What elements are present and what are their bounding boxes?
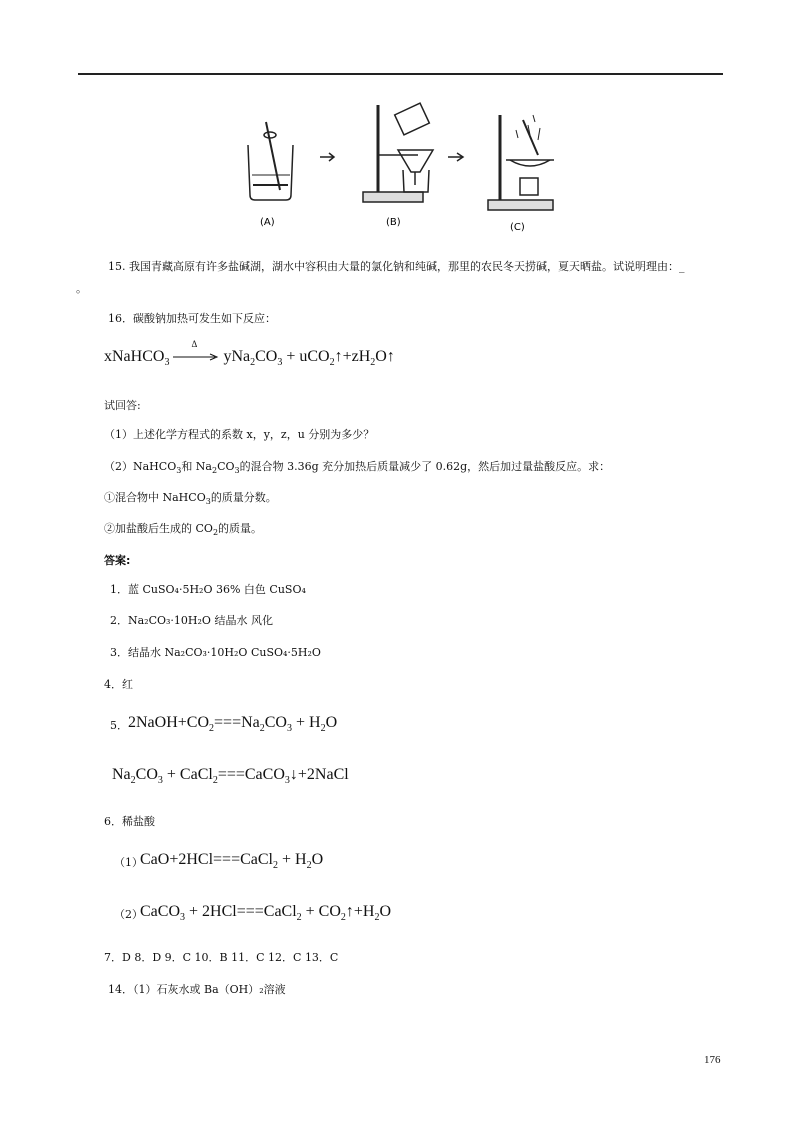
answer-6-1-label: （1） [114, 856, 143, 869]
answer-6: 6．稀盐酸 [104, 815, 155, 828]
filter-stand-icon [363, 103, 433, 202]
figure-label-b: (B) [386, 217, 401, 228]
answer-5-label: 5． [110, 719, 128, 732]
answer-3: 3．结晶水 Na₂CO₃·10H₂O CuSO₄·5H₂O [110, 646, 321, 659]
answer-4: 4．红 [104, 678, 133, 691]
figure-label-a: (A) [260, 217, 275, 228]
question-16-2: （2）NaHCO$_3$和 $Na_2CO_3$的混合物 3.36g 充分加热后质量减少了 0.62g，然后加过量盐酸反应。求： [104, 460, 611, 476]
answers-7-13: 7．D 8．D 9．C 10．B 11．C 12．C 13．C [104, 951, 339, 964]
equation-naoh-co2: $2NaOH+CO_2===Na_2CO_3 + H_2O$ [128, 714, 338, 735]
question-16-ask: 试回答: [104, 399, 141, 412]
question-16: 16．碳酸钠加热可发生如下反应： [108, 312, 276, 325]
equation-na2co3-cacl2: $Na_2CO_3$ + CaCl$_2$===CaCO$_3$↓+2NaCl [112, 766, 349, 787]
answer-14: 14．（1）石灰水或 Ba（OH）₂溶液 [108, 983, 286, 996]
evaporation-stand-icon [488, 115, 554, 210]
question-15-end: 。 [76, 282, 87, 295]
apparatus-figure [238, 100, 568, 235]
answer-2: 2．Na₂CO₃·10H₂O 结晶水 风化 [110, 614, 273, 627]
page-number: 176 [704, 1054, 721, 1066]
question-16-2-1: ①混合物中 NaHCO$_3$的质量分数。 [104, 491, 277, 507]
heat-symbol: Δ [191, 339, 198, 350]
question-16-1: （1）上述化学方程式的系数 x，y，z，u 分别为多少？ [104, 428, 375, 441]
answer-1: 1．蓝 CuSO₄·5H₂O 36% 白色 CuSO₄ [110, 583, 306, 596]
figure-label-c: (C) [510, 222, 525, 233]
beaker-icon [248, 122, 293, 200]
arrow-icon [448, 153, 463, 161]
answer-6-2-label: （2） [114, 908, 143, 921]
answers-title: 答案: [104, 554, 131, 567]
equation-caco3-hcl: CaCO$_3$ + 2HCl===CaCl$_2$ + $CO_2↑+H_2O$ [140, 903, 392, 924]
reaction-arrow-icon [173, 353, 219, 361]
equation-nahco3-decomposition: xNaHCO$_3$ Δ $yNa_2CO_3$ + $uCO_2↑+zH_2O↑$ [104, 339, 395, 369]
arrow-icon [320, 153, 334, 161]
header-rule [78, 73, 723, 75]
equation-cao-hcl: CaO+2HCl===CaCl$_2$ + $H_2O$ [140, 851, 324, 872]
question-15: 15. 我国青藏高原有许多盐碱湖，湖水中容积由大量的氯化钠和纯碱，那里的农民冬天捞碱，夏天晒盐。试说明理由：_ [108, 260, 685, 273]
question-16-2-2: ②加盐酸后生成的 $CO_2$的质量。 [104, 522, 263, 538]
